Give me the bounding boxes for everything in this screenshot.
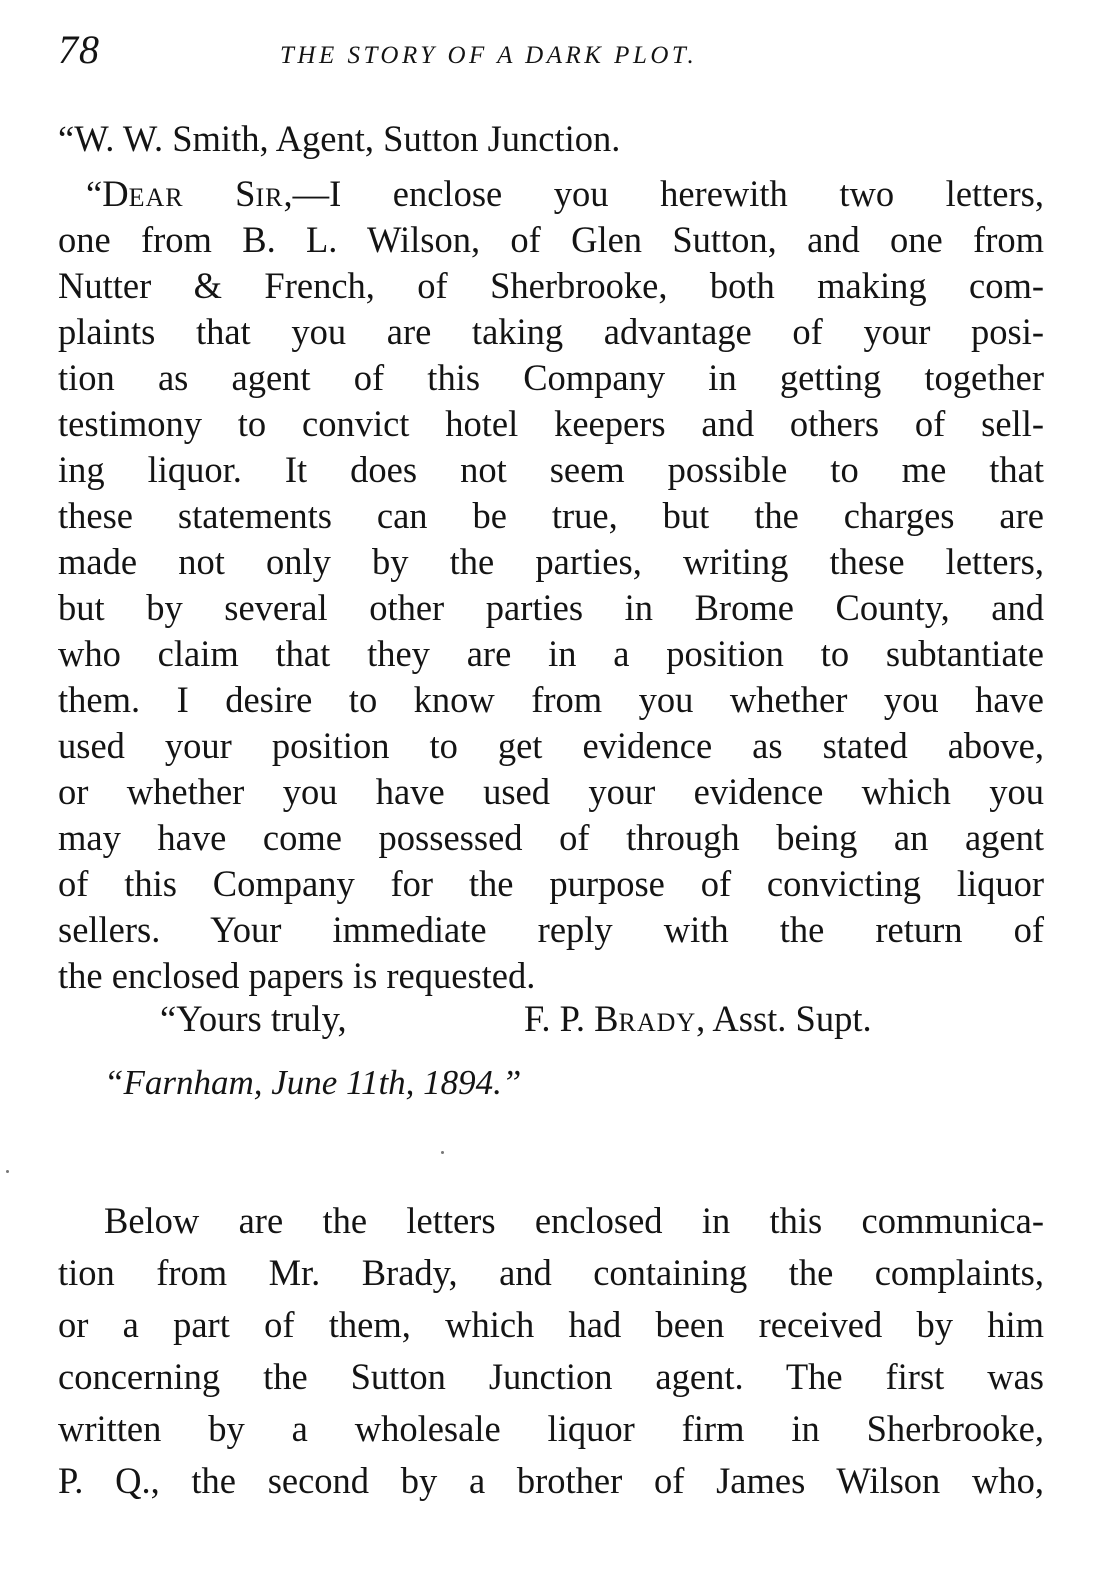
letter-body-line: these statements can be true, but the charges are: [58, 495, 1044, 536]
letter-body-line: but by several other parties in Brome County, and: [58, 587, 1044, 628]
narrative-line: tion from Mr. Brady, and containing the complaints,: [58, 1252, 1044, 1293]
salutation-open-quote: “: [86, 173, 103, 214]
letter-body-line: one from B. L. Wilson, of Glen Sutton, and one from: [58, 219, 1044, 260]
letter-body-line: who claim that they are in a position to subtantiate: [58, 633, 1044, 674]
letter-body-line: plaints that you are taking advantage of your posi-: [58, 311, 1044, 352]
letter-body-first-line: ,—I enclose you herewith two letters,: [283, 173, 1044, 214]
narrative-line: Below are the letters enclosed in this communica-: [104, 1200, 1044, 1241]
signer-title: , Asst. Supt.: [696, 998, 872, 1039]
salutation-sir-rest: IR: [255, 183, 284, 212]
signer-initials: F. P. B: [524, 998, 619, 1039]
letter-body-line: used your position to get evidence as stated above,: [58, 725, 1044, 766]
print-speck: [441, 1151, 444, 1154]
page-header: [58, 22, 1048, 78]
letter-body-line: them. I desire to know from you whether you have: [58, 679, 1044, 720]
narrative-line: P. Q., the second by a brother of James Wilson who,: [58, 1460, 1044, 1501]
letter-closing: [160, 996, 1000, 1041]
letter-body-line: tion as agent of this Company in getting together: [58, 357, 1044, 398]
salutation-dear-initial: D: [102, 173, 129, 214]
print-speck: [6, 1170, 9, 1173]
letter-body-line: may have come possessed of through being an agent: [58, 817, 1044, 858]
letter-dateline: “Farnham, June 11th, 1894.”: [104, 1063, 522, 1102]
narrative-line: or a part of them, which had been received by him: [58, 1304, 1044, 1345]
letter-body-line: of this Company for the purpose of convicting liquor: [58, 863, 1044, 904]
letter-body-line: ing liquor. It does not seem possible to me that: [58, 449, 1044, 490]
letter-signature: [524, 996, 872, 1045]
letter-body-line: made not only by the parties, writing these letters,: [58, 541, 1044, 582]
letter-addressee: “W. W. Smith, Agent, Sutton Junction.: [58, 118, 621, 159]
page-number: 78: [58, 27, 100, 72]
narrative-line: concerning the Sutton Junction agent. The first was: [58, 1356, 1044, 1397]
salutation-dear-rest: EAR: [128, 183, 184, 212]
running-head: THE STORY OF A DARK PLOT.: [280, 42, 698, 69]
letter-salutation-line: [86, 171, 1044, 220]
narrative-line: written by a wholesale liquor firm in Sherbrooke,: [58, 1408, 1044, 1449]
letter-body-line: testimony to convict hotel keepers and others of sell-: [58, 403, 1044, 444]
salutation-sir-initial: S: [183, 173, 256, 214]
closing-phrase: “Yours truly,: [160, 998, 347, 1039]
letter-body-line: or whether you have used your evidence which you: [58, 771, 1044, 812]
letter-body-line: Nutter & French, of Sherbrooke, both making com-: [58, 265, 1044, 306]
letter-body-line: the enclosed papers is requested.: [58, 955, 536, 996]
signer-surname-smallcaps: RADY: [618, 1008, 697, 1037]
letter-body-line: sellers. Your immediate reply with the return of: [58, 909, 1044, 950]
